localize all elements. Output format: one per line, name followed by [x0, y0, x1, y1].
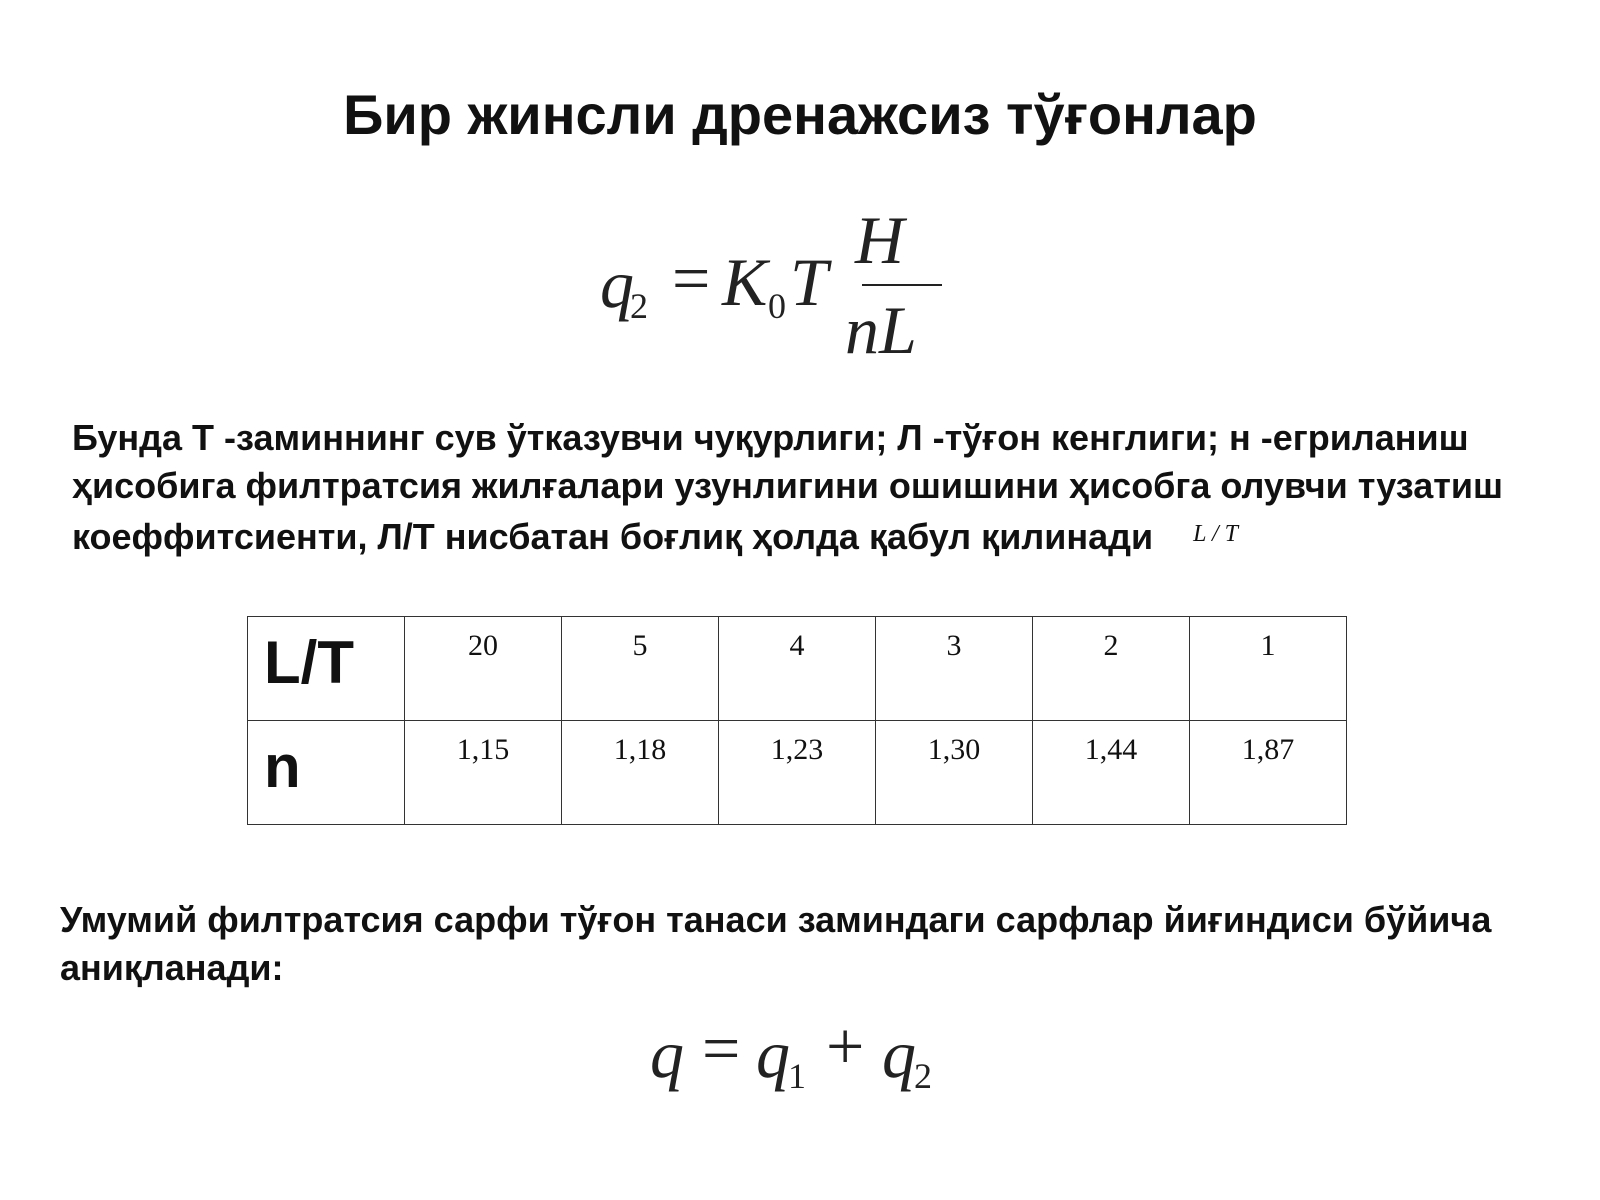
formula-q2-symbol: q [600, 246, 634, 322]
table-row [248, 721, 1347, 825]
formula-plus-sign: + [826, 1008, 865, 1084]
total-flow-formula [650, 1010, 990, 1120]
formula-q1-subscript: 1 [788, 1056, 806, 1096]
table-cell: 2 [1033, 617, 1190, 721]
table-row-header-lt: L/T [248, 617, 405, 721]
table-cell: 1,87 [1190, 721, 1347, 825]
formula-numerator: H [855, 202, 905, 278]
table-cell: 1,18 [562, 721, 719, 825]
table-cell: 5 [562, 617, 719, 721]
formula-k-symbol: K [722, 244, 768, 320]
table-cell: 4 [719, 617, 876, 721]
table-cell: 1,23 [719, 721, 876, 825]
table-cell: 1,15 [405, 721, 562, 825]
formula-q2b-symbol: q [882, 1016, 916, 1092]
formula-q-symbol: q [650, 1016, 684, 1092]
flow-formula-q2 [600, 200, 960, 370]
table-row [248, 617, 1347, 721]
formula-equals-sign: = [672, 240, 711, 316]
table-cell: 1 [1190, 617, 1347, 721]
formula2-equals-sign: = [702, 1010, 741, 1086]
table-cell: 3 [876, 617, 1033, 721]
fraction-bar [862, 284, 942, 286]
inline-ratio-formula: L / T [1193, 521, 1239, 547]
definitions-text: Бунда Т -заминнинг сув ўтказувчи чуқурлиги; Л -тўғон кенглиги; н -егриланиш ҳисобига филтратсия жилғалари узунлигини ошишини ҳисобга олувчи тузатиш коеффитсиенти, Л/Т нисбатан боғлиқ ҳолда қабул қилинади [72, 417, 1504, 557]
definitions-paragraph [72, 414, 1542, 561]
table-cell: 1,30 [876, 721, 1033, 825]
formula-denominator: nL [845, 292, 917, 368]
formula-q2-subscript: 2 [630, 286, 648, 326]
formula-k-subscript: 0 [768, 286, 786, 326]
total-flow-paragraph: Умумий филтратсия сарфи тўғон танаси заминдаги сарфлар йиғиндиси бўйича аниқланади: [60, 899, 1492, 988]
table-cell: 20 [405, 617, 562, 721]
table-row-header-n: n [248, 721, 405, 825]
formula-q2b-subscript: 2 [914, 1056, 932, 1096]
correction-coefficient-table [247, 616, 1347, 825]
formula-t-symbol: T [790, 244, 828, 320]
table-cell: 1,44 [1033, 721, 1190, 825]
slide-title: Бир жинсли дренажсиз тўғонлар [343, 83, 1257, 146]
formula-q1-symbol: q [756, 1016, 790, 1092]
